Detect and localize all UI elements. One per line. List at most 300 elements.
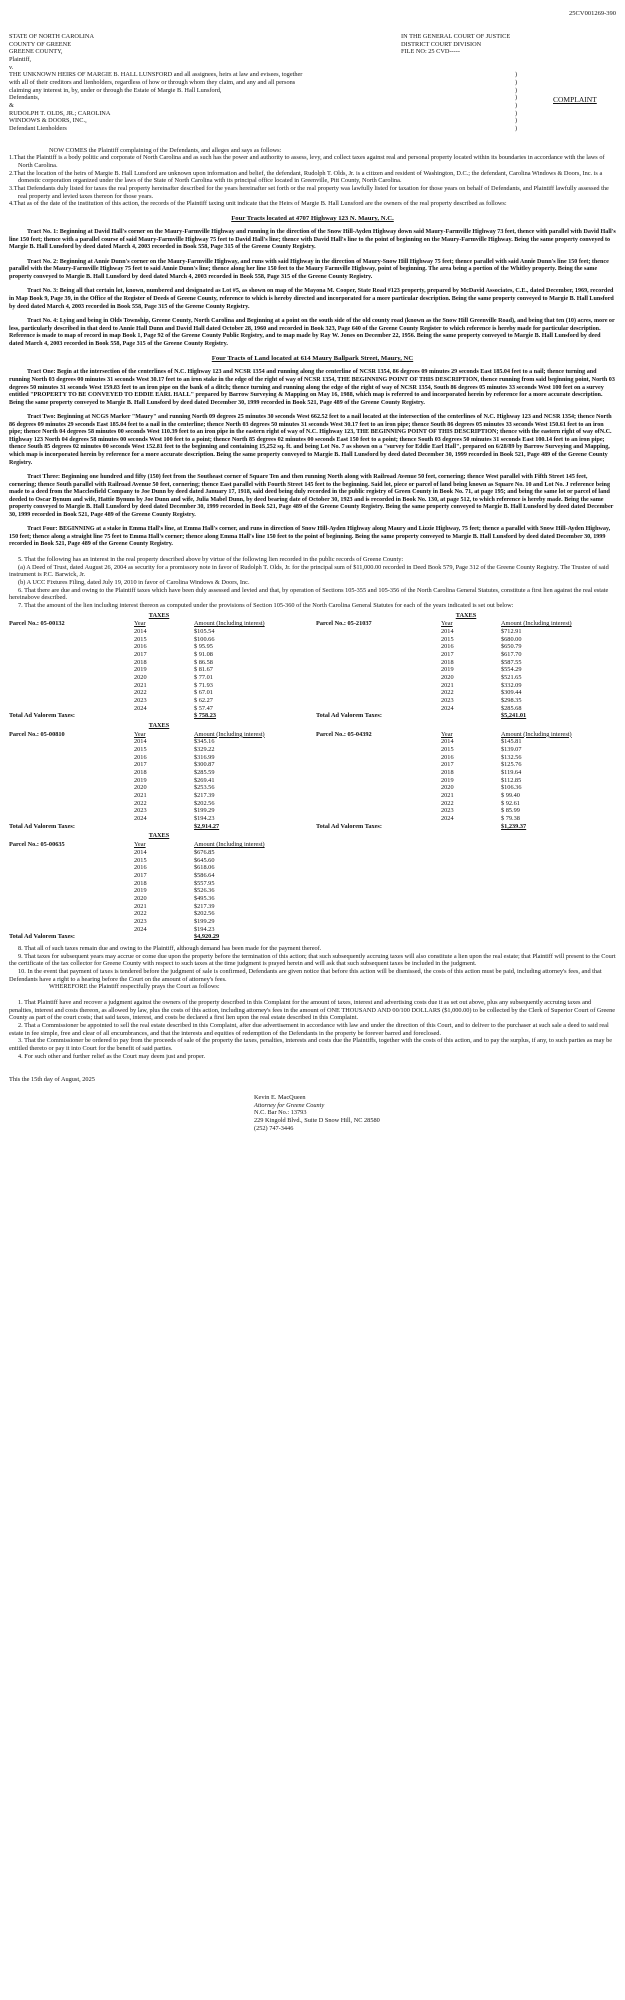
tax-amount: $202.56: [194, 910, 215, 918]
amount-header: Amount (Including interest): [194, 730, 265, 738]
tax-amount: $586.64: [194, 871, 215, 879]
tax-parcel-header: [9, 731, 309, 739]
tax-year: 2014: [441, 628, 454, 636]
tax-year: 2018: [134, 658, 147, 666]
tax-year: 2022: [441, 799, 454, 807]
total-amount: $1,239.37: [501, 822, 527, 830]
tax-amount: $145.81: [501, 738, 522, 746]
tax-row-spacer: [316, 815, 441, 823]
tract-description: Tract One: Begin at the intersection of the centerlines of N.C. Highway 123 and NCSR 1354 and running along the centerline of NCSR 1354, 86 degrees 09 minutes 29 seconds East 185.04 feet to a nail; thence turning and running North 03 degrees 00 minutes 31 seconds West 30.17 feet to an iron stake in the edge of the right of way of NCSR 1354, THE BEGINNING POINT OF THIS DESCRIPTION, thence running from said beginning point, North 03 degrees 50 minutes 31 seconds West 159.83 feet to an iron pipe on the bank of a ditch; thence turning and running along the edge of the right of way of NCSR 1354, South 86 degrees 05 minutes 33 seconds West 100 feet on a survey entitled "PROPERTY TO BE CONVEYED TO EDDIE EARL HALL" prepared by Barrow Surveying & Mapping on May 16, 1988, which map is referred to and incorporated herein by reference for a more accurate description. Being the same property conveyed to Margie B. Hall Lunsford by deed dated December 30, 1999 recorded in Book 521, Page 489 of the Greene County Registry.: [9, 369, 615, 406]
tax-row-spacer: [316, 746, 441, 754]
tax-total: [316, 823, 616, 831]
tax-row-spacer: [316, 674, 441, 682]
bar-number: N.C. Bar No.: 13793: [254, 1109, 307, 1117]
party-line: Defendants,: [9, 94, 40, 102]
tax-row: [316, 689, 616, 697]
tax-row: [9, 849, 309, 857]
party-line: WINDOWS & DOORS, INC.,: [9, 117, 87, 125]
party-line: Defendant Lienholders: [9, 124, 67, 132]
allegation-9: 9. That taxes for subsequent years may accrue or come due upon the property before the termination of this action; that such subsequently accruing taxes will also constitute a lien upon the real estate; that Plaintiff will present to the Court the certificate of the tax collector for Greene County with respect to such taxes at the time judgment is prayed herein and will ask that such subsequent taxes be included in the judgment.: [9, 952, 616, 968]
tax-row-spacer: [9, 880, 134, 888]
tax-year: 2019: [441, 666, 454, 674]
tax-row-spacer: [316, 628, 441, 636]
tax-row-spacer: [316, 651, 441, 659]
tax-amount: $112.85: [501, 776, 522, 784]
tax-amount: $526.36: [194, 887, 215, 895]
tax-year: 2023: [441, 697, 454, 705]
tax-parcel-header: [316, 731, 616, 739]
attorney-address: 229 Kingold Blvd., Suite D Snow Hill, NC 28580: [254, 1116, 380, 1124]
total-label: Total Ad Valorem Taxes:: [9, 822, 75, 830]
tax-year: 2014: [134, 738, 147, 746]
tax-row-spacer: [9, 807, 134, 815]
caption-county: COUNTY OF GREENE: [9, 40, 72, 48]
tax-row-spacer: [316, 792, 441, 800]
tax-amount: $ 77.01: [194, 674, 213, 682]
tax-year: 2017: [134, 871, 147, 879]
tax-year: 2023: [134, 917, 147, 925]
tax-amount: $680.00: [501, 635, 522, 643]
tax-year: 2020: [134, 894, 147, 902]
tax-amount: $253.56: [194, 784, 215, 792]
tax-amount: $712.91: [501, 628, 522, 636]
tax-year: 2017: [441, 761, 454, 769]
caption-plaintiff: GREENE COUNTY,: [9, 48, 63, 56]
taxes-heading-row: [9, 610, 616, 621]
date-line: This the 15th day of August, 2025: [9, 1076, 95, 1084]
tax-year: 2021: [134, 902, 147, 910]
tax-row: [316, 800, 616, 808]
allegation-7: 7. That the amount of the lien including interest thereon as computed under the provisions of Section 105-360 of the North Carolina General Statutes for each of the years indicated is set out below:: [18, 602, 514, 609]
allegation-6: 6. That there are due and owing to the Plaintiff taxes which have been duly assessed and levied and that, by operation of Sections 105-355 and 105-356 of the North Carolina General Statutes, constitute a first lien against the real estate hereinabove described.: [9, 586, 609, 602]
tax-row: [316, 705, 616, 713]
tax-amount: $125.76: [501, 761, 522, 769]
property-heading-2: Four Tracts of Land located at 614 Maury Ballpark Street, Maury, NC: [211, 355, 414, 363]
total-label: Total Ad Valorem Taxes:: [9, 933, 75, 941]
parcel-number: Parcel No.: 05-00810: [9, 730, 65, 738]
tax-year: 2021: [134, 681, 147, 689]
tract-description: Tract No. 1: Beginning at David Hall's corner on the Maury-Farmville Highway and running in the direction of the Snow Hill-Ayden Highway down said Maury-Farmville Highway 73 feet, thence with parallel with David Hall's line 150 feet; thence with a parallel course of said Maury-Farmville Highway 75 feet to David Hall's line; thence with David Hall's line to the point of beginning on the Maury-Farmville Highway. Being the same property conveyed to Margie B. Hall Lunsford by deed dated March 4, 2003 recorded in Book 558, Page 315 of the Greene County Registry.: [9, 229, 616, 251]
tax-row-spacer: [316, 807, 441, 815]
tax-amount: $119.64: [501, 769, 522, 777]
tax-amount: $199.29: [194, 917, 215, 925]
tax-amount: $ 86.58: [194, 658, 213, 666]
tax-year: 2024: [134, 704, 147, 712]
year-header: Year: [134, 841, 146, 849]
caption-file-no: FILE NO: 25 CVD-----: [401, 48, 460, 56]
tax-row-spacer: [9, 761, 134, 769]
tax-row-spacer: [9, 769, 134, 777]
tax-row-spacer: [9, 864, 134, 872]
tax-tables: [9, 610, 616, 941]
tax-row-spacer: [9, 636, 134, 644]
tax-total: [9, 712, 309, 720]
parcel-number: Parcel No.: 05-00132: [9, 620, 65, 628]
tax-row-spacer: [316, 738, 441, 746]
tax-row-spacer: [9, 628, 134, 636]
tax-amount: $587.55: [501, 658, 522, 666]
tax-row: [9, 895, 309, 903]
tax-amount: $345.16: [194, 738, 215, 746]
tax-row-spacer: [9, 643, 134, 651]
caption-left: [9, 33, 389, 71]
total-amount: $4,920.29: [194, 933, 220, 941]
tax-amount: $ 81.67: [194, 666, 213, 674]
tax-row-spacer: [9, 754, 134, 762]
tax-row-spacer: [316, 784, 441, 792]
tax-row-spacer: [9, 738, 134, 746]
party-line: &: [9, 101, 14, 109]
tax-row: [316, 659, 616, 667]
tax-row-spacer: [316, 761, 441, 769]
tax-row-spacer: [9, 705, 134, 713]
tax-year: 2014: [134, 848, 147, 856]
tax-parcel-row: [9, 620, 616, 720]
tax-row: [316, 674, 616, 682]
taxes-heading-row: [9, 830, 616, 841]
taxes-heading: TAXES: [148, 611, 170, 619]
tax-row: [9, 864, 309, 872]
tract-description: Tract No. 4: Lying and being in Olds Township, Greene County, North Carolina and Beginning at a point on the south side of the old county road (known as the Snow Hill Greenville Road), and being that ten (10) acres, more or less, particularly described in that deed to Annie Hall Dunn and David Hall dated October 28, 1960 and recorded in Book 323, Page 640 of the Greene County Register to which reference is hereby made for particular description. Reference is made to map of record in map Book 1, Page 92 of the Greene County Public Registry, and to map made by Ray W. Jones on December 22, 1956. Being the same property conveyed to Margie B. Hall Lunsford by deed dated March 4, 2003 recorded in Book 558, Page 315 of the Greene County Registry.: [9, 318, 615, 347]
tax-row-spacer: [9, 689, 134, 697]
tax-parcel-header: [9, 841, 309, 849]
tax-row-spacer: [316, 643, 441, 651]
parties-list: THE UNKNOWN HEIRS OF MARGIE B. HALL LUNSFORD and all assignees, heirs at law and evisees, together ) with all of their creditors and lienholders, regardless of how or through whom they claim, and any and all persons ) claiming any interest in, by, under or through the Estate of Margie B. Hall Lunsford, ) Defendants, ) & ) RUDOLPH T. OLDS, JR.; CAROLINA ) WINDOWS & DOORS, INC., ) Defendant Lienholders ): [9, 71, 518, 132]
year-header: Year: [134, 620, 146, 628]
tax-total: [9, 823, 309, 831]
tax-row-spacer: [9, 926, 134, 934]
tax-row-spacer: [9, 895, 134, 903]
tax-year: 2019: [134, 887, 147, 895]
total-label: Total Ad Valorem Taxes:: [316, 712, 382, 720]
tax-row: [9, 689, 309, 697]
tax-year: 2016: [134, 643, 147, 651]
tax-year: 2024: [441, 815, 454, 823]
tax-year: 2019: [134, 666, 147, 674]
tax-year: 2022: [134, 799, 147, 807]
allegation-10: 10. In the event that payment of taxes is tendered before the judgment of sale is confirmed, Defendants are given notice that before this action will be dismissed, the costs of this action must be paid, including attorney's fees, and that Defendants have a right to a hearing before the Court on the amount of attorney's fees.: [9, 967, 602, 983]
case-caption: [9, 33, 616, 71]
tax-year: 2019: [441, 776, 454, 784]
tax-amount: $ 71.93: [194, 681, 213, 689]
tax-row: [9, 815, 309, 823]
amount-header: Amount (Including interest): [194, 620, 265, 628]
tax-row: [9, 628, 309, 636]
tax-row: [9, 697, 309, 705]
tax-year: 2021: [441, 792, 454, 800]
caption-versus: v.: [9, 63, 14, 71]
tax-amount: $316.99: [194, 753, 215, 761]
tax-row: [9, 777, 309, 785]
property-heading-1: Four Tracts located at 4707 Highway 123 N. Maury, N.C.: [231, 215, 394, 223]
tax-row-spacer: [9, 849, 134, 857]
tract-description: Tract No. 2: Beginning at Annie Dunn's corner on the Maury-Farmville Highway, and runs with said Highway in the direction of Maury-Snow Hill Highway 75 feet; thence parallel with said Annie Dunn's line 150 feet; thence parallel with the Maury-Farmville Highway 75 feet to said Annie Dunn's line; thence along her line 150 feet to the Maury Farmville Highway, point of beginning. The area being a portion of the Whitley property. Being the same property conveyed to Margie B. Hall Lunsford by deed dated March 4, 2003 recorded in Book 558, Page 315 of the Greene County Registry.: [9, 258, 609, 280]
prayer-4: 4. For such other and further relief as the Court may deem just and proper.: [18, 1052, 206, 1060]
allegation-2: 2.That the location of the heirs of Margie B. Hall Lunsford are unknown upon information and belief, the defendant, Rudolph T. Olds, Jr. is a citizen and resident of Washington, D.C.; the defendant, Carolina Windows & Doors, Inc. is a domestic corporation organized under the laws of the State of North Carolina with its principal office located in Greenville, Pitt County, North Carolina.: [9, 169, 603, 185]
tax-row: [9, 674, 309, 682]
tax-row-spacer: [9, 872, 134, 880]
tax-year: 2014: [134, 628, 147, 636]
tax-row-spacer: [316, 800, 441, 808]
caption-division: DISTRICT COURT DIVISION: [401, 40, 482, 48]
tax-row: [9, 800, 309, 808]
tax-year: 2016: [441, 643, 454, 651]
tax-amount: $617.70: [501, 651, 522, 659]
tax-row: [9, 651, 309, 659]
document-id: 25CV001269-390: [569, 10, 616, 17]
attorney-phone: (252) 747-3446: [254, 1124, 294, 1132]
tax-year: 2016: [134, 753, 147, 761]
tract-description: Tract Two: Beginning at NCGS Marker "Maury" and running North 09 degrees 25 minutes 30 seconds West 662.52 feet to a nail located at the intersection of the centerlines of N.C. Highway 123 and NCSR 1354; thence North 86 degrees 09 minutes 29 seconds East 185.04 feet to a nail in the centerline; thence North 03 degrees 50 minutes 31 seconds West 30.17 feet to an iron pipe; thence South 86 degrees 05 minutes 33 seconds West 150.61 feet to an iron pipe; thence North 04 degrees 58 minutes 00 seconds West 110.39 feet to an iron pipe in the eastern right of way of N.C. Highway 123, THE BEGINNING POINT OF THIS DESCRIPTION; thence with the eastern right of way ofN.C. Highway 123 North 04 degrees 58 minutes 00 seconds West 100 feet to a point; thence North 85 degrees 02 minutes 00 seconds East 150 feet to a point; thence South 03 degrees 50 minutes 31 seconds East 100.14 feet to an iron pipe; thence South 85 degrees 02 minutes 00 seconds West 152.81 feet to the beginning and containing 15,252 sq. ft. and being Lot No. 7 as shown on a "survey for Eddie Earl Hall", prepared on 6/28/89 by Barrow Surveying and Mapping, which map is incorporated herein by reference for a more accurate description. Being the same property conveyed to Margie B. Hall Lunsford by deed dated December 30, 1999 recorded in Book 521, Page 489 of the Greene County Registry.: [9, 414, 612, 466]
tax-amount: $ 67.01: [194, 689, 213, 697]
total-amount: $5,241.01: [501, 712, 527, 720]
tax-row: [9, 918, 309, 926]
tax-row: [9, 792, 309, 800]
tax-amount: $105.54: [194, 628, 215, 636]
tax-amount: $217.39: [194, 902, 215, 910]
signature-block: [254, 1094, 616, 1132]
taxes-heading-row: [9, 720, 616, 731]
year-header: Year: [441, 620, 453, 628]
tax-year: 2022: [134, 910, 147, 918]
party-line: claiming any interest in, by, under or through the Estate of Margie B. Hall Lunsford,: [9, 86, 222, 94]
tax-row: [9, 705, 309, 713]
tax-amount: $285.59: [194, 769, 215, 777]
tax-row: [316, 628, 616, 636]
tax-row-spacer: [9, 777, 134, 785]
tax-row: [9, 887, 309, 895]
tax-amount: $ 91.08: [194, 651, 213, 659]
tax-parcel-block: [9, 731, 309, 831]
party-line: THE UNKNOWN HEIRS OF MARGIE B. HALL LUNSFORD and all assignees, heirs at law and evisees, together: [9, 71, 303, 79]
tax-year: 2018: [441, 769, 454, 777]
tax-row-spacer: [316, 689, 441, 697]
year-header: Year: [441, 730, 453, 738]
tax-amount: $ 95.95: [194, 643, 213, 651]
amount-header: Amount (Including interest): [501, 730, 572, 738]
tax-amount: $269.41: [194, 776, 215, 784]
after-taxes: [9, 945, 616, 1060]
tax-row: [9, 857, 309, 865]
tax-parcel-row: [9, 731, 616, 831]
tax-year: 2018: [134, 879, 147, 887]
tax-amount: $309.44: [501, 689, 522, 697]
caption-plaintiff-role: Plaintiff,: [9, 55, 32, 63]
intro-paragraph: NOW COMES the Plaintiff complaining of the Defendants, and alleges and says as follows:: [49, 146, 282, 154]
tax-amount: $ 99.40: [501, 792, 520, 800]
tax-amount: $217.39: [194, 792, 215, 800]
tax-row: [9, 926, 309, 934]
tax-parcel-header: [316, 620, 616, 628]
amount-header: Amount (Including interest): [501, 620, 572, 628]
attorney-name: Kevin E. MacQueen: [254, 1093, 306, 1101]
tax-row: [316, 815, 616, 823]
tax-parcel-row: [9, 841, 616, 941]
tax-year: 2019: [134, 776, 147, 784]
taxes-heading: TAXES: [148, 832, 170, 840]
tax-parcel-block: [9, 620, 309, 720]
tax-row-spacer: [9, 659, 134, 667]
taxes-heading: TAXES: [148, 722, 170, 730]
party-line: RUDOLPH T. OLDS, JR.; CAROLINA: [9, 109, 111, 117]
tax-parcel-block: [316, 620, 616, 720]
allegation-8: 8. That all of such taxes remain due and owing to the Plaintiff, although demand has been made for the payment thereof.: [18, 944, 322, 952]
tax-amount: $557.95: [194, 879, 215, 887]
tax-row-spacer: [9, 784, 134, 792]
complaint-title: COMPLAINT: [553, 95, 597, 105]
tax-year: 2023: [441, 807, 454, 815]
tax-year: 2024: [441, 704, 454, 712]
tax-row: [316, 682, 616, 690]
tax-year: 2018: [441, 658, 454, 666]
tax-amount: $199.29: [194, 807, 215, 815]
tax-row: [9, 761, 309, 769]
tax-row-spacer: [316, 705, 441, 713]
tax-row-spacer: [9, 887, 134, 895]
tax-row: [316, 769, 616, 777]
tax-row-spacer: [316, 769, 441, 777]
tax-year: 2017: [134, 651, 147, 659]
complaint-heading-wrap: [529, 71, 597, 132]
tax-year: 2018: [134, 769, 147, 777]
tax-amount: $ 62.27: [194, 697, 213, 705]
caption-right: [401, 33, 616, 71]
tax-amount: $495.36: [194, 894, 215, 902]
tax-row-spacer: [9, 792, 134, 800]
tax-row: [316, 792, 616, 800]
tax-parcel-header: [9, 620, 309, 628]
tax-row-spacer: [9, 918, 134, 926]
party-line: with all of their creditors and lienholders, regardless of how or through whom they claim, and any and all persons: [9, 78, 296, 86]
tax-parcel-block: [316, 731, 616, 831]
tax-row: [316, 746, 616, 754]
tract-description: Tract Three: Beginning one hundred and fifty (150) feet from the Southeast corner of Square Ten and then running North along with Railroad Avenue 50 feet, cornering; thence West parallel with Fifth Street 145 feet, cornering; thence South parallel with Railroad Avenue 50 feet, cornering; thence East parallel with Fourth Street 145 feet to the beginning. Said lot, piece or parcel of land being known as Square No. 10 and Lot No. J reference being made to a deed from the Macclesfield Company to Joe Dunn by deed dated January 17, 1918, said deed being duly recorded in the public registry of Green County in Book No. 71, at page 195; and being the same lot or parcel of land deeded to Oscar Bynum and wife, Hattie Bynum by Joe Dunn and wife, Julia Mabel Dunn, by deed bearing date of October 30, 1923 and is recorded in Book No. 130, at page 512, to which reference is hereby made. Being the same property conveyed to Margie B. Hall Lunsford by deed dated December 30, 1999 recorded in Book 521, Page 489 of the Greene County Registry. Being the same property conveyed to Margie B. Hall Lunsford by deed dated December 30, 1999 recorded in Book 521, Page 489 of the Greene County Registry.: [9, 474, 614, 518]
tax-amount: $298.35: [501, 697, 522, 705]
parcel-number: Parcel No.: 05-04392: [316, 730, 372, 738]
tax-row: [9, 872, 309, 880]
prayer-3: 3. That the Commissioner be ordered to pay from the proceeds of sale of the property the taxes, penalties, interests and costs due the Plaintiffs, together with the costs of this action, and to pay the surplus, if any, to such parties as may be entitled thereto or pay it into Court for the benefit of said parties.: [9, 1037, 613, 1052]
total-label: Total Ad Valorem Taxes:: [316, 822, 382, 830]
tax-amount: $100.66: [194, 635, 215, 643]
tax-row-spacer: [9, 815, 134, 823]
tax-row: [316, 807, 616, 815]
tax-row-spacer: [316, 666, 441, 674]
tax-year: 2023: [134, 807, 147, 815]
tax-row-spacer: [9, 697, 134, 705]
tax-year: 2017: [441, 651, 454, 659]
tax-row: [316, 777, 616, 785]
tax-amount: $650.79: [501, 643, 522, 651]
tax-row: [316, 697, 616, 705]
tax-amount: $194.23: [194, 925, 215, 933]
tax-row: [316, 666, 616, 674]
tax-amount: $300.87: [194, 761, 215, 769]
tax-year: 2024: [134, 815, 147, 823]
tax-year: 2014: [441, 738, 454, 746]
tax-parcel-block: [9, 841, 309, 941]
tax-year: 2015: [441, 635, 454, 643]
tax-row-spacer: [316, 659, 441, 667]
prayer-2: 2. That a Commissioner be appointed to sell the real estate described in this Complaint, after due advertisement in accordance with law and under the direction of this Court, and to deliver to the purchaser at such sale a deed to said real estate in fee simple, free and clear of all encumbrances, and that the interests and equities of redemption of the Defendants in the property be forever barred and foreclosed.: [9, 1021, 609, 1037]
year-header: Year: [134, 730, 146, 738]
tax-amount: $676.85: [194, 848, 215, 856]
tax-year: 2020: [441, 674, 454, 682]
tax-row-spacer: [9, 682, 134, 690]
amount-header: Amount (Including interest): [194, 841, 265, 849]
tax-row: [316, 754, 616, 762]
wherefore-clause: WHEREFORE the Plaintiff respectfully prays the Court as follows:: [49, 983, 220, 991]
tax-year: 2023: [134, 697, 147, 705]
tax-row: [9, 769, 309, 777]
tax-total: [9, 933, 309, 941]
tax-year: 2016: [134, 864, 147, 872]
tax-year: 2017: [134, 761, 147, 769]
tax-row: [9, 636, 309, 644]
tax-amount: $618.06: [194, 864, 215, 872]
tax-row: [316, 636, 616, 644]
tax-amount: $ 57.47: [194, 704, 213, 712]
tax-row-spacer: [316, 754, 441, 762]
tax-row: [9, 682, 309, 690]
tax-amount: $202.56: [194, 799, 215, 807]
parcel-number: Parcel No.: 05-00635: [9, 841, 65, 849]
total-amount: $ 758.23: [194, 712, 217, 720]
tax-row-spacer: [9, 910, 134, 918]
tax-year: 2020: [134, 784, 147, 792]
tax-row: [9, 903, 309, 911]
tax-row-spacer: [9, 800, 134, 808]
tax-year: 2015: [134, 746, 147, 754]
tax-row: [9, 880, 309, 888]
tax-row: [316, 761, 616, 769]
tax-row: [9, 910, 309, 918]
tax-year: 2022: [441, 689, 454, 697]
tax-year: 2015: [441, 746, 454, 754]
tax-row-spacer: [9, 746, 134, 754]
tax-amount: $ 79.38: [501, 815, 520, 823]
allegation-3: 3.That Defendants duly listed for taxes the real property hereinafter described for the years hereinafter set forth or the real property was lawfully listed for taxation for those years on behalf of Defendants, and Plaintiff lawfully assessed the real property and levied taxes thereon for those years.: [9, 185, 609, 200]
tax-row: [9, 659, 309, 667]
tax-amount: $106.36: [501, 784, 522, 792]
tax-amount: $ 92.61: [501, 799, 520, 807]
tax-row: [316, 738, 616, 746]
tax-row-spacer: [9, 903, 134, 911]
tax-amount: $ 85.99: [501, 807, 520, 815]
caption-court: IN THE GENERAL COURT OF JUSTICE: [401, 32, 511, 40]
tax-year: 2015: [134, 856, 147, 864]
prayer-1: 1. That Plaintiff have and recover a judgment against the owners of the property described in this Complaint for the amount of taxes, interest and advertising costs due it as set out above, plus any subsequently accruing taxes and penalties, interest and costs thereon, as allowed by law, plus the costs of this action, including attorney's fees in the amount of ONE THOUSAND AND 00/100 DOLLARS ($1,000.00) to be collected by the Clerk of Superior Court of Greene County as part of the court costs; that said taxes, interest, and costs be declared a first lien upon the real estate described in this Complaint.: [9, 998, 616, 1022]
tax-row: [9, 666, 309, 674]
tax-amount: $285.68: [501, 704, 522, 712]
taxes-heading: TAXES: [455, 611, 477, 619]
tax-row: [9, 807, 309, 815]
tax-amount: $194.23: [194, 815, 215, 823]
tax-row-spacer: [316, 697, 441, 705]
tax-year: 2020: [441, 784, 454, 792]
tax-amount: $132.56: [501, 753, 522, 761]
allegation-4: 4.That as of the date of the institution of this action, the records of the Plaintiff taxing unit indicate that the Heirs of Margie B. Hall Lunsford are the owners of the real property described as follows:: [9, 200, 507, 208]
tax-year: 2015: [134, 635, 147, 643]
tax-row: [316, 651, 616, 659]
tract-description: Tract Four: BEGINNING at a stake in Emma Hall's line, at Emma Hall's corner, and runs in direction of Snow Hill-Ayden Highway along Maury and Lizzie Highway, 75 feet; thence a parallel with Snow Hill-Ayden Highway, 150 feet; thence along a straight line 75 feet to Emma Hall's corner; thence along Emma Hall's line 150 feet to the point of beginning. Being the same property conveyed to Margie B. Hall Lunsford by deed dated December 30, 1999 recorded in Book 521, Page 489 of the Greene County Registry.: [9, 526, 611, 548]
tax-year: 2021: [134, 792, 147, 800]
tract-description: Tract No. 3: Being all that certain lot, known, numbered and designated as Lot #5, as shown on map of the Mayona M. Cooper, State Road #123 property, prepared by McDavid Associates, C.E., dated December, 1969, recorded in Map Book 9, Page 39, in the Office of the Register of Deeds of Greene County, reference to which is hereby directed and incorporated for a more particular description. Being the same property conveyed to Margie B. Hall Lunsford by deed dated March 4, 2003 recorded in Book 558, Page 315 of the Greene County Registry.: [9, 288, 614, 310]
attorney-title: Attorney for Greene County: [254, 1101, 325, 1109]
tax-row-spacer: [316, 636, 441, 644]
lien-a: (a) A Deed of Trust, dated August 26, 2004 as security for a promissory note in favor of Rudolph T. Olds, Jr. for the principal sum of $11,000.00 recorded in Deed Book 579, Page 312 of the Greene County Registry. The Trustee of said instrument is P.C. Barwick, Jr.: [9, 563, 609, 579]
tax-amount: $139.07: [501, 746, 522, 754]
allegation-5: 5. That the following has an interest in the real property described above by virtue of the following lien recorded in the public records of Greene County:: [18, 555, 404, 563]
